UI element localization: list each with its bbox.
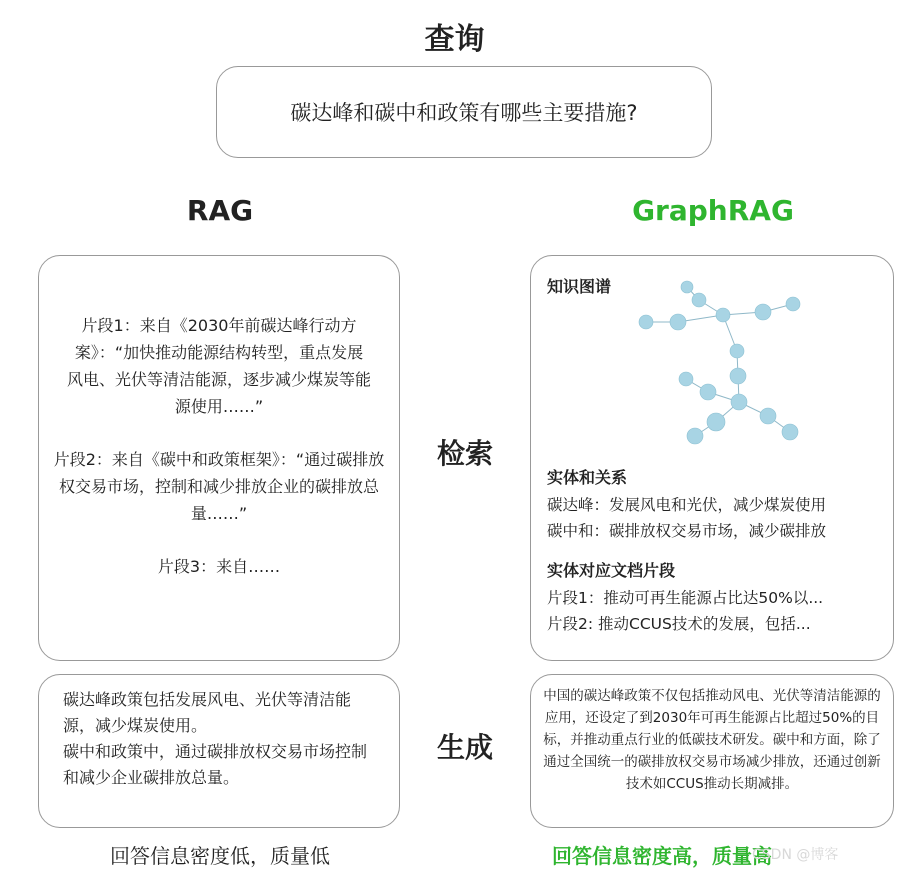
doc-line-2: 片段2: 推动CCUS技术的发展，包括... bbox=[547, 615, 811, 633]
kg-node bbox=[730, 344, 744, 358]
rag-fragment-3: 片段3：来自…… bbox=[157, 557, 281, 576]
generate-label: 生成 bbox=[436, 731, 493, 764]
graphrag-retrieval-box bbox=[530, 255, 894, 661]
query-text: 碳达峰和碳中和政策有哪些主要措施? bbox=[290, 101, 638, 125]
rag-title: RAG bbox=[186, 194, 254, 227]
kg-node bbox=[730, 368, 746, 384]
kg-node bbox=[786, 297, 800, 311]
kg-node bbox=[755, 304, 771, 320]
rag-fragment-2: 片段2：来自《碳中和政策框架》：“通过碳排放权交易市场，控制和减少排放企业的碳排放总量……” bbox=[53, 450, 385, 523]
entities-title: 实体和关系 bbox=[547, 468, 628, 487]
rag-generation-line-1: 碳达峰政策包括发展风电、光伏等清洁能源，减少煤炭使用。 bbox=[63, 690, 352, 735]
knowledge-graph bbox=[631, 280, 831, 460]
kg-title: 知识图谱 bbox=[547, 277, 612, 296]
entity-line-2: 碳中和：碳排放权交易市场，减少碳排放 bbox=[547, 522, 827, 540]
kg-node bbox=[700, 384, 716, 400]
rag-footer: 回答信息密度低，质量低 bbox=[110, 844, 330, 868]
rag-retrieval-box bbox=[38, 255, 400, 661]
kg-node bbox=[731, 394, 747, 410]
kg-nodes bbox=[639, 281, 800, 444]
kg-node bbox=[716, 308, 730, 322]
doc-line-1: 片段1：推动可再生能源占比达50%以... bbox=[547, 589, 824, 607]
kg-node bbox=[679, 372, 693, 386]
graphrag-generation-text: 中国的碳达峰政策不仅包括推动风电、光伏等清洁能源的应用，还设定了到2030年可再生能源占比超过50%的目标，并推动重点行业的低碳技术研发。碳中和方面，除了通过全国统一的碳排放权交易市场减少排放，还通过创新技术如CCUS推动长期减排。 bbox=[543, 688, 881, 792]
kg-node bbox=[670, 314, 686, 330]
graphrag-generation-box bbox=[530, 674, 894, 828]
query-box bbox=[216, 66, 712, 158]
retrieve-label: 检索 bbox=[436, 437, 493, 470]
query-title: 查询 bbox=[424, 22, 485, 57]
rag-generation-box bbox=[38, 674, 400, 828]
graphrag-footer: 回答信息密度高，质量高 bbox=[552, 844, 772, 868]
kg-node bbox=[707, 413, 725, 431]
rag-fragment-1: 片段1：来自《2030年前碳达峰行动方案》：“加快推动能源结构转型，重点发展风电、光伏等清洁能源，逐步减少煤炭等能源使用……” bbox=[67, 316, 372, 416]
entity-line-1: 碳达峰：发展风电和光伏，减少煤炭使用 bbox=[547, 496, 827, 514]
graphrag-title: GraphRAG bbox=[632, 194, 794, 227]
kg-node bbox=[687, 428, 703, 444]
docs-title: 实体对应文档片段 bbox=[547, 561, 676, 580]
kg-node bbox=[782, 424, 798, 440]
watermark: CSDN @博客 bbox=[752, 847, 839, 863]
kg-node bbox=[681, 281, 693, 293]
kg-node bbox=[692, 293, 706, 307]
kg-node bbox=[760, 408, 776, 424]
kg-node bbox=[639, 315, 653, 329]
rag-generation-line-2: 碳中和政策中，通过碳排放权交易市场控制和减少企业碳排放总量。 bbox=[63, 742, 368, 787]
